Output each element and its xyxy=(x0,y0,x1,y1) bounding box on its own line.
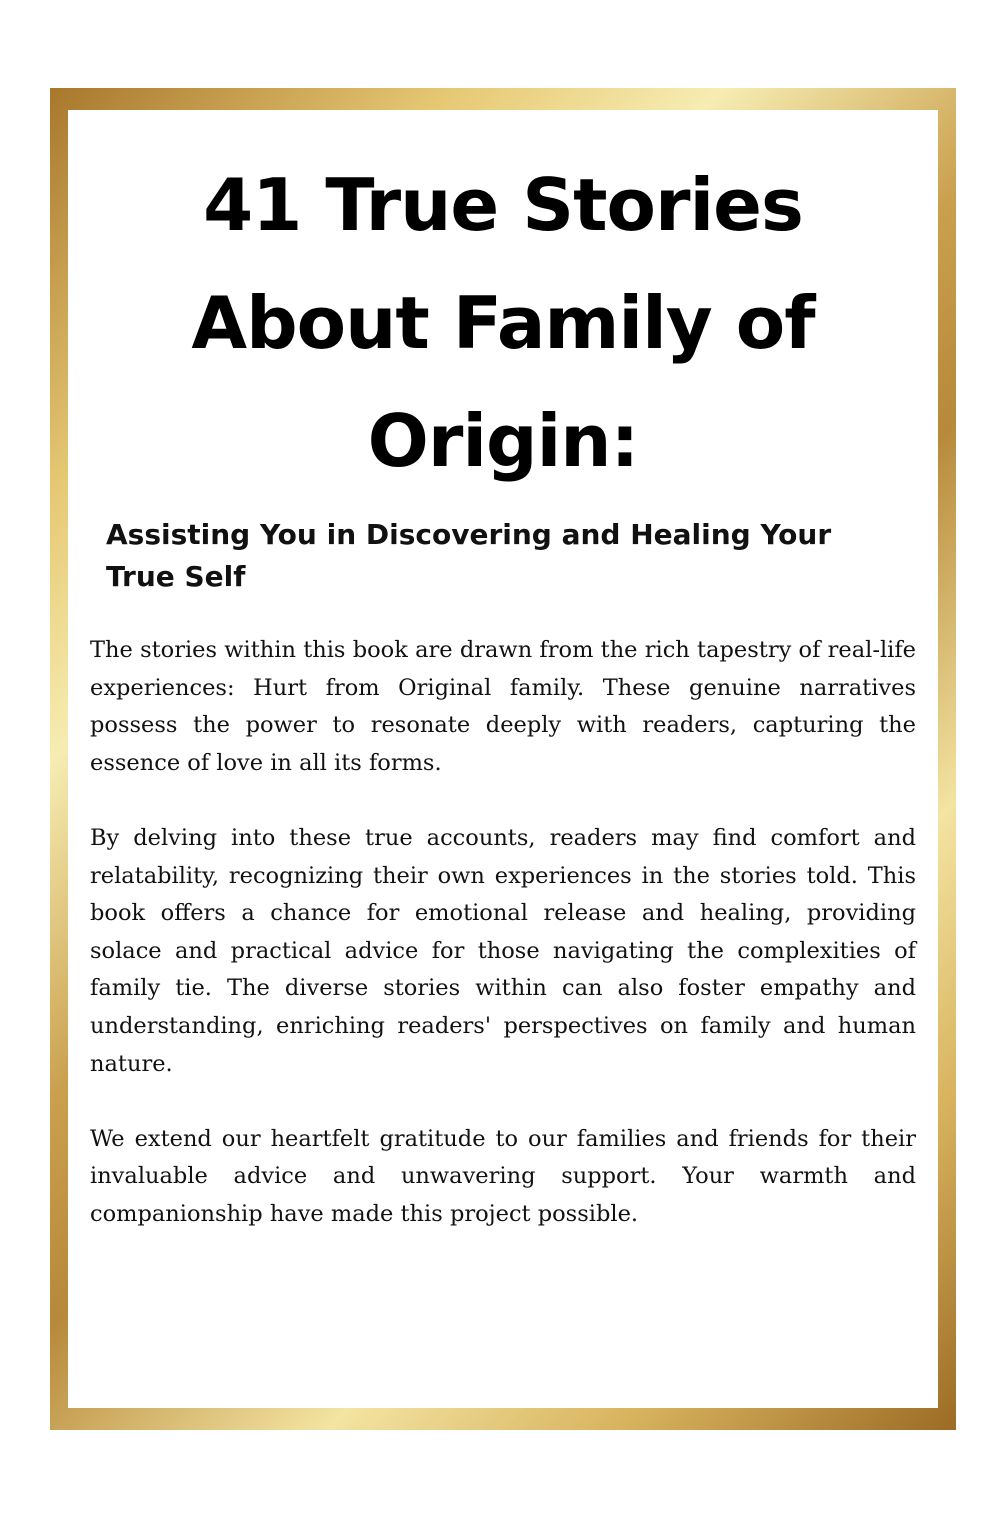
title-line-2: About Family of xyxy=(191,281,815,365)
paragraph-1: The stories within this book are drawn from the rich tapestry of real-life experiences: Hurt from Original family. These genuine narratives possess the power to resonate deeply with readers, capturing the essence of love in all its forms. xyxy=(90,637,916,776)
page-panel xyxy=(68,110,938,1408)
title-line-3: Origin: xyxy=(367,399,639,483)
description-body xyxy=(90,632,916,1271)
book-subtitle: Assisting You in Discovering and Healing Your True Self xyxy=(106,518,832,593)
gold-frame xyxy=(50,88,956,1430)
paragraph-2: By delving into these true accounts, readers may find comfort and relatability, recognizing their own experiences in the stories told. This book offers a chance for emotional release and healing, providing solace and practical advice for those navigating the complexities of family tie. The diverse stories within can also foster empathy and understanding, enriching readers' perspectives on family and human nature. xyxy=(90,824,916,1077)
paragraph-3: We extend our heartfelt gratitude to our families and friends for their invaluable advice and unwavering support. Your warmth and companionship have made this project possible. xyxy=(90,1125,916,1227)
title-line-1: 41 True Stories xyxy=(203,163,803,247)
book-title xyxy=(68,146,938,500)
